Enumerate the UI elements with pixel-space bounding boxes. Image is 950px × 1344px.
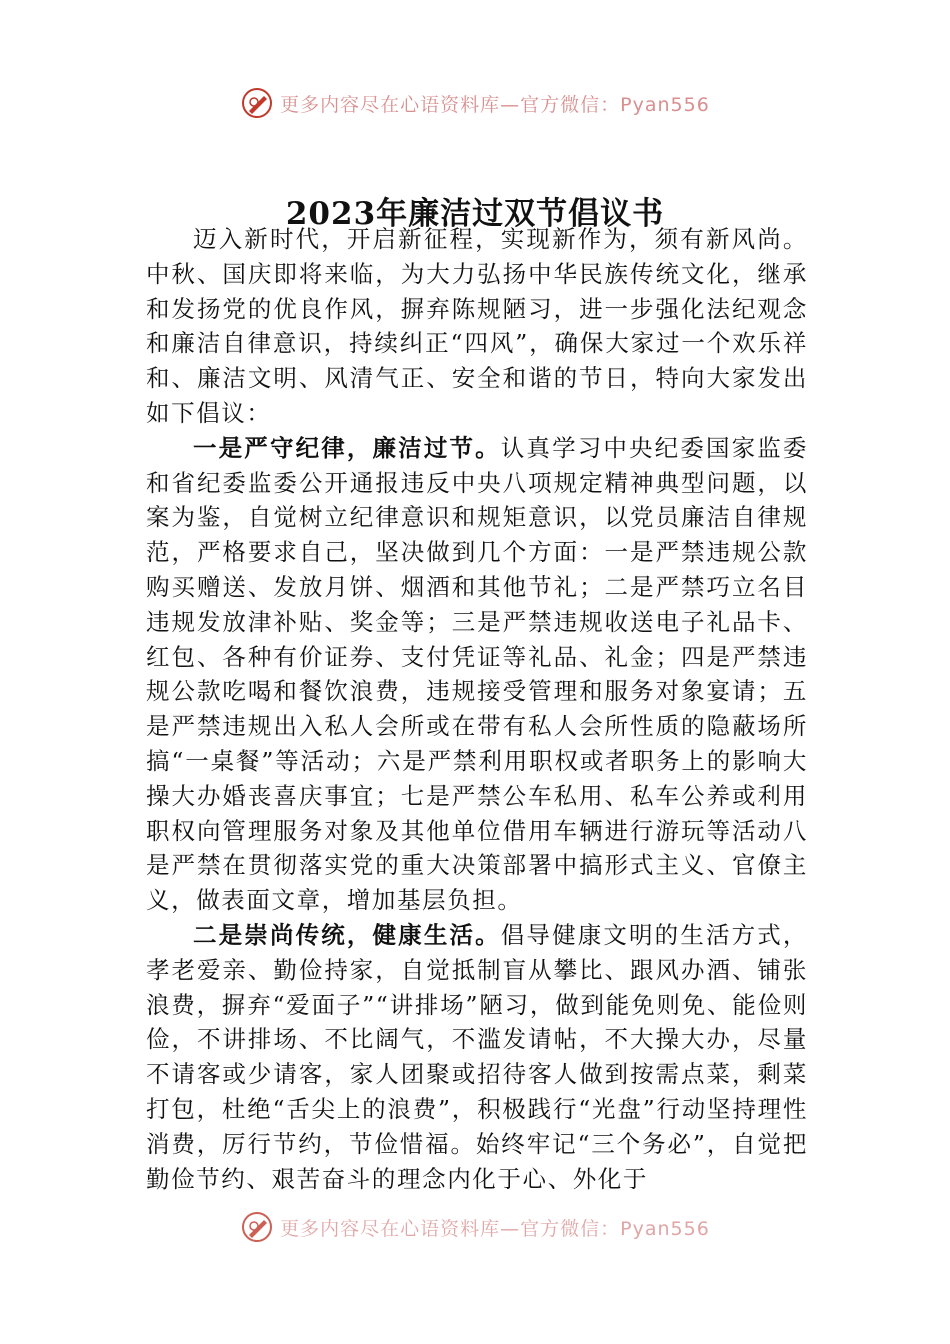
section-1-body: 认真学习中央纪委国家监委和省纪委监委公开通报违反中央八项规定精神典型问题，以案为鉴，自觉树立纪律意识和规矩意识，以党员廉洁自律规范，严格要求自己，坚决做到几个方面：一是严禁违规公款购买赠送、发放月饼、烟酒和其他节礼；二是严禁巧立名目违规发放津补贴、奖金等；三是严禁违规收送电子礼品卡、红包、各种有价证券、支付凭证等礼品、礼金；四是严禁违规公款吃喝和餐饮浪费，违规接受管理和服务对象宴请；五是严禁违规出入私人会所或在带有私人会所性质的隐蔽场所搞“一桌餐”等活动；六是严禁利用职权或者职务上的影响大操大办婚丧喜庆事宜；七是严禁公车私用、私车公养或利用职权向管理服务对象及其他单位借用车辆进行游玩等活动八是严禁在贯彻落实党的重大决策部署中搞形式主义、官僚主义，做表面文章，增加基层负担。 <box>146 433 809 915</box>
document-title: 2023年廉洁过双节倡议书 <box>285 196 665 232</box>
pen-logo-icon <box>240 1210 274 1244</box>
footer-watermark <box>0 1210 950 1244</box>
section-2-body: 倡导健康文明的生活方式，孝老爱亲、勤俭持家，自觉抵制盲从攀比、跟风办酒、铺张浪费，摒弃“爱面子”“讲排场”陋习，做到能免则免、能俭则俭，不讲排场、不比阔气，不滥发请帖，不大操大办，尽量不请客或少请客，家人团聚或招待客人做到按需点菜，剩菜打包，杜绝“舌尖上的浪费”，积极践行“光盘”行动坚持理性消费，厉行节约，节俭惜福。始终牢记“三个务必”，自觉把勤俭节约、艰苦奋斗的理念内化于心、外化于 <box>146 920 809 1193</box>
document-body <box>146 222 808 1196</box>
watermark-text: 更多内容尽在心语资料库—官方微信：Pyan556 <box>280 1217 710 1240</box>
section-2-paragraph <box>146 918 808 1196</box>
section-1-paragraph <box>146 431 808 918</box>
section-2-heading: 二是崇尚传统，健康生活。 <box>193 920 501 949</box>
intro-paragraph: 迈入新时代，开启新征程，实现新作为，须有新风尚。中秋、国庆即将来临，为大力弘扬中华民族传统文化，继承和发扬党的优良作风，摒弃陈规陋习，进一步强化法纪观念和廉洁自律意识，持续纠正“四风”，确保大家过一个欢乐祥和、廉洁文明、风清气正、安全和谐的节日，特向大家发出如下倡议： <box>146 225 808 427</box>
watermark-text: 更多内容尽在心语资料库—官方微信：Pyan556 <box>280 93 710 116</box>
section-1-heading: 一是严守纪律，廉洁过节。 <box>193 433 501 462</box>
header-watermark <box>0 86 950 120</box>
pen-logo-icon <box>240 86 274 120</box>
